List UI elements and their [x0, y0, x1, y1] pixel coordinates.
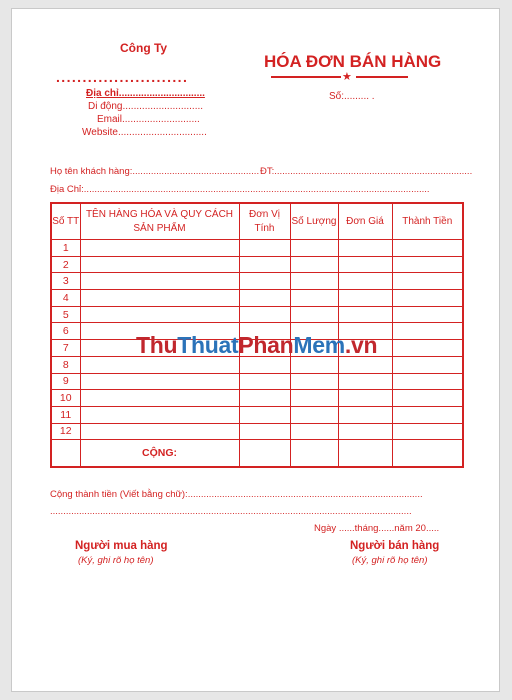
table-cell [80, 256, 239, 273]
table-cell [80, 306, 239, 323]
col-header-quantity: Số Lượng [290, 203, 338, 240]
table-cell [392, 323, 463, 340]
company-name: Công Ty [120, 41, 168, 55]
table-cell [392, 356, 463, 373]
table-cell [338, 240, 392, 257]
col-header-unit: Đơn Vị Tính [239, 203, 290, 240]
amount-in-words-cont: ......................................................................................................................................... [50, 506, 412, 517]
customer-address-line: Địa Chỉ:................................................................................................................................... [50, 184, 430, 195]
table-cell [239, 373, 290, 390]
col-header-amount: Thành Tiền [392, 203, 463, 240]
table-cell [80, 406, 239, 423]
row-number: 7 [51, 340, 80, 357]
table-cell [239, 406, 290, 423]
buyer-signature-title: Người mua hàng [75, 540, 168, 552]
table-cell [290, 406, 338, 423]
table-cell [80, 390, 239, 407]
table-cell [80, 373, 239, 390]
buyer-signature-note: (Ký, ghi rõ họ tên) [78, 555, 154, 566]
row-number: 3 [51, 273, 80, 290]
invoice-title: HÓA ĐƠN BÁN HÀNG [264, 52, 442, 71]
table-cell [239, 306, 290, 323]
star-icon: ★ [342, 71, 352, 83]
row-number: 8 [51, 356, 80, 373]
table-cell [392, 306, 463, 323]
table-cell [392, 256, 463, 273]
table-cell [392, 290, 463, 307]
row-number: 4 [51, 290, 80, 307]
row-number: 9 [51, 373, 80, 390]
customer-name-line: Họ tên khách hàng:................................................ [50, 166, 260, 177]
total-label: CỘNG: [80, 440, 239, 468]
amount-in-words: Cộng thành tiền (Viết bằng chữ):......................................................................................... [50, 489, 423, 500]
table-row [51, 240, 463, 257]
watermark: ThuThuatPhanMem.vn [136, 332, 378, 358]
col-header-price: Đơn Giá [338, 203, 392, 240]
table-cell [392, 373, 463, 390]
date-line: Ngày ......tháng......năm 20..... [314, 523, 440, 534]
seller-email: Email............................ [97, 114, 200, 125]
table-cell [80, 273, 239, 290]
row-number: 2 [51, 256, 80, 273]
table-row [51, 390, 463, 407]
table-cell [290, 273, 338, 290]
table-cell [392, 340, 463, 357]
company-dots: ......................... [56, 69, 189, 85]
table-cell [392, 240, 463, 257]
seller-phone: Di động............................. [88, 101, 204, 112]
row-number: 10 [51, 390, 80, 407]
row-number: 11 [51, 406, 80, 423]
table-cell [392, 423, 463, 440]
row-number: 1 [51, 240, 80, 257]
table-cell [338, 423, 392, 440]
table-cell [338, 390, 392, 407]
table-cell [338, 373, 392, 390]
table-cell [80, 240, 239, 257]
seller-signature-note: (Ký, ghi rõ họ tên) [352, 555, 428, 566]
table-cell [239, 240, 290, 257]
table-cell [290, 306, 338, 323]
seller-address: Địa chỉ............................... [86, 88, 205, 99]
title-rule-left [271, 76, 341, 78]
table-cell [290, 390, 338, 407]
table-row [51, 373, 463, 390]
row-number: 12 [51, 423, 80, 440]
table-cell [239, 256, 290, 273]
table-row [51, 306, 463, 323]
col-header-product: TÊN HÀNG HÓA VÀ QUY CÁCH SẢN PHẨM [80, 203, 239, 240]
col-header-stt: Số TT [51, 203, 80, 240]
invoice-number: Số:......... . [329, 91, 375, 102]
table-cell [338, 273, 392, 290]
title-rule-right [356, 76, 408, 78]
customer-phone-line: ĐT:........................................................................... [260, 166, 473, 177]
table-cell [239, 390, 290, 407]
table-cell [338, 306, 392, 323]
seller-website: Website................................ [82, 127, 207, 138]
table-cell [290, 290, 338, 307]
table-row [51, 423, 463, 440]
table-cell [338, 290, 392, 307]
table-header-row [51, 203, 463, 240]
table-cell [80, 423, 239, 440]
table-cell [338, 256, 392, 273]
table-row [51, 273, 463, 290]
row-number: 5 [51, 306, 80, 323]
table-cell [392, 273, 463, 290]
table-cell [290, 423, 338, 440]
table-cell [290, 256, 338, 273]
table-row [51, 290, 463, 307]
table-row [51, 256, 463, 273]
table-cell [80, 290, 239, 307]
table-cell [290, 240, 338, 257]
invoice-sheet [11, 8, 500, 692]
table-cell [239, 290, 290, 307]
table-cell [290, 373, 338, 390]
table-cell [338, 406, 392, 423]
seller-signature-title: Người bán hàng [350, 540, 440, 552]
table-cell [239, 423, 290, 440]
table-cell [392, 390, 463, 407]
row-number: 6 [51, 323, 80, 340]
table-cell [239, 273, 290, 290]
total-row [51, 440, 463, 468]
table-cell [392, 406, 463, 423]
table-row [51, 406, 463, 423]
